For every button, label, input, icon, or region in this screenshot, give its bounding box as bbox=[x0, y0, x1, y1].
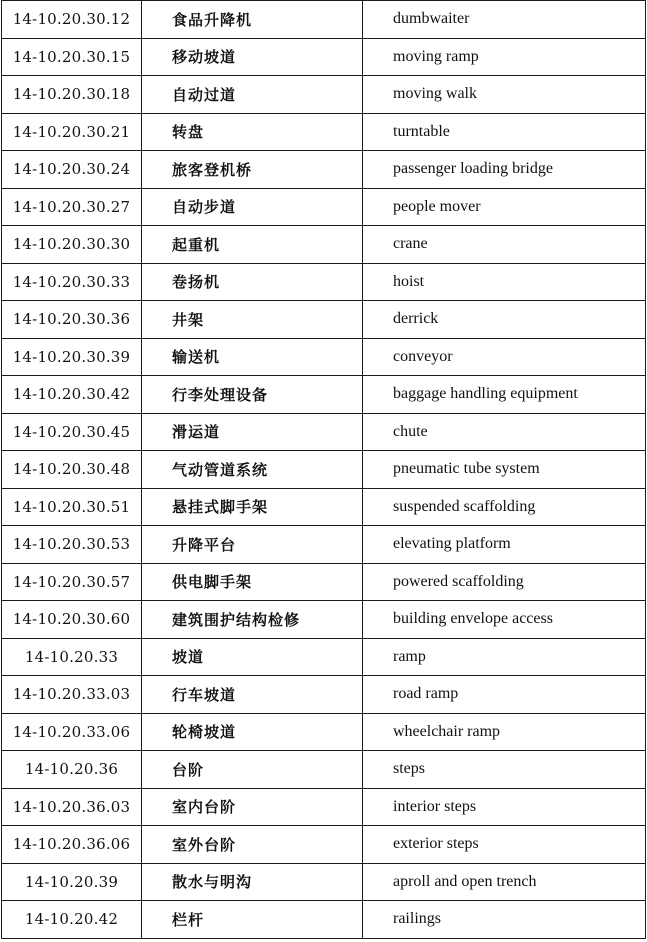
chinese-term-cell: 台阶 bbox=[142, 751, 363, 789]
table-row bbox=[2, 338, 646, 376]
classification-code-cell: 14-10.20.33 bbox=[2, 638, 142, 676]
classification-code-cell: 14-10.20.30.15 bbox=[2, 38, 142, 76]
chinese-term-cell: 悬挂式脚手架 bbox=[142, 488, 363, 526]
english-term-cell: people mover bbox=[363, 188, 646, 226]
english-term-cell: powered scaffolding bbox=[363, 563, 646, 601]
chinese-term-cell: 室外台阶 bbox=[142, 826, 363, 864]
chinese-term-cell: 食品升降机 bbox=[142, 1, 363, 39]
chinese-term-cell: 卷扬机 bbox=[142, 263, 363, 301]
table-row bbox=[2, 188, 646, 226]
classification-code-cell: 14-10.20.33.03 bbox=[2, 676, 142, 714]
chinese-term-cell: 自动步道 bbox=[142, 188, 363, 226]
chinese-term-cell: 建筑围护结构检修 bbox=[142, 601, 363, 639]
classification-code-cell: 14-10.20.30.18 bbox=[2, 76, 142, 114]
classification-code-cell: 14-10.20.30.53 bbox=[2, 526, 142, 564]
english-term-cell: ramp bbox=[363, 638, 646, 676]
table-row bbox=[2, 38, 646, 76]
table-row bbox=[2, 1, 646, 39]
chinese-term-cell: 行车坡道 bbox=[142, 676, 363, 714]
english-term-cell: conveyor bbox=[363, 338, 646, 376]
classification-code-cell: 14-10.20.36.06 bbox=[2, 826, 142, 864]
table-row bbox=[2, 826, 646, 864]
chinese-term-cell: 转盘 bbox=[142, 113, 363, 151]
table-row bbox=[2, 413, 646, 451]
english-term-cell: dumbwaiter bbox=[363, 1, 646, 39]
english-term-cell: railings bbox=[363, 901, 646, 939]
english-term-cell: pneumatic tube system bbox=[363, 451, 646, 489]
english-term-cell: moving walk bbox=[363, 76, 646, 114]
chinese-term-cell: 供电脚手架 bbox=[142, 563, 363, 601]
english-term-cell: derrick bbox=[363, 301, 646, 339]
chinese-term-cell: 自动过道 bbox=[142, 76, 363, 114]
classification-code-cell: 14-10.20.30.57 bbox=[2, 563, 142, 601]
classification-code-cell: 14-10.20.30.51 bbox=[2, 488, 142, 526]
table-row bbox=[2, 488, 646, 526]
english-term-cell: baggage handling equipment bbox=[363, 376, 646, 414]
table-row bbox=[2, 151, 646, 189]
table-row bbox=[2, 376, 646, 414]
chinese-term-cell: 升降平台 bbox=[142, 526, 363, 564]
table-row bbox=[2, 788, 646, 826]
chinese-term-cell: 输送机 bbox=[142, 338, 363, 376]
classification-code-cell: 14-10.20.30.42 bbox=[2, 376, 142, 414]
english-term-cell: interior steps bbox=[363, 788, 646, 826]
table-row bbox=[2, 901, 646, 939]
classification-code-cell: 14-10.20.30.36 bbox=[2, 301, 142, 339]
table-row bbox=[2, 676, 646, 714]
table-row bbox=[2, 76, 646, 114]
english-term-cell: building envelope access bbox=[363, 601, 646, 639]
chinese-term-cell: 起重机 bbox=[142, 226, 363, 264]
terms-table-body bbox=[2, 1, 646, 939]
table-row bbox=[2, 601, 646, 639]
english-term-cell: suspended scaffolding bbox=[363, 488, 646, 526]
table-row bbox=[2, 563, 646, 601]
english-term-cell: moving ramp bbox=[363, 38, 646, 76]
english-term-cell: wheelchair ramp bbox=[363, 713, 646, 751]
classification-code-cell: 14-10.20.39 bbox=[2, 863, 142, 901]
chinese-term-cell: 坡道 bbox=[142, 638, 363, 676]
terms-table bbox=[1, 0, 646, 939]
english-term-cell: road ramp bbox=[363, 676, 646, 714]
table-row bbox=[2, 751, 646, 789]
table-row bbox=[2, 263, 646, 301]
chinese-term-cell: 栏杆 bbox=[142, 901, 363, 939]
english-term-cell: passenger loading bridge bbox=[363, 151, 646, 189]
classification-code-cell: 14-10.20.30.21 bbox=[2, 113, 142, 151]
classification-code-cell: 14-10.20.30.30 bbox=[2, 226, 142, 264]
classification-code-cell: 14-10.20.30.48 bbox=[2, 451, 142, 489]
chinese-term-cell: 轮椅坡道 bbox=[142, 713, 363, 751]
chinese-term-cell: 气动管道系统 bbox=[142, 451, 363, 489]
chinese-term-cell: 室内台阶 bbox=[142, 788, 363, 826]
english-term-cell: chute bbox=[363, 413, 646, 451]
table-row bbox=[2, 451, 646, 489]
classification-code-cell: 14-10.20.30.27 bbox=[2, 188, 142, 226]
classification-code-cell: 14-10.20.36 bbox=[2, 751, 142, 789]
classification-code-cell: 14-10.20.30.33 bbox=[2, 263, 142, 301]
classification-code-cell: 14-10.20.33.06 bbox=[2, 713, 142, 751]
table-row bbox=[2, 113, 646, 151]
english-term-cell: exterior steps bbox=[363, 826, 646, 864]
table-row bbox=[2, 526, 646, 564]
english-term-cell: hoist bbox=[363, 263, 646, 301]
classification-code-cell: 14-10.20.30.60 bbox=[2, 601, 142, 639]
table-row bbox=[2, 863, 646, 901]
chinese-term-cell: 行李处理设备 bbox=[142, 376, 363, 414]
english-term-cell: turntable bbox=[363, 113, 646, 151]
table-row bbox=[2, 301, 646, 339]
classification-code-cell: 14-10.20.30.12 bbox=[2, 1, 142, 39]
chinese-term-cell: 散水与明沟 bbox=[142, 863, 363, 901]
classification-code-cell: 14-10.20.30.24 bbox=[2, 151, 142, 189]
chinese-term-cell: 滑运道 bbox=[142, 413, 363, 451]
classification-code-cell: 14-10.20.36.03 bbox=[2, 788, 142, 826]
table-row bbox=[2, 713, 646, 751]
classification-code-cell: 14-10.20.42 bbox=[2, 901, 142, 939]
english-term-cell: steps bbox=[363, 751, 646, 789]
classification-code-cell: 14-10.20.30.39 bbox=[2, 338, 142, 376]
classification-code-cell: 14-10.20.30.45 bbox=[2, 413, 142, 451]
english-term-cell: aproll and open trench bbox=[363, 863, 646, 901]
table-row bbox=[2, 226, 646, 264]
chinese-term-cell: 旅客登机桥 bbox=[142, 151, 363, 189]
english-term-cell: crane bbox=[363, 226, 646, 264]
chinese-term-cell: 井架 bbox=[142, 301, 363, 339]
english-term-cell: elevating platform bbox=[363, 526, 646, 564]
chinese-term-cell: 移动坡道 bbox=[142, 38, 363, 76]
table-row bbox=[2, 638, 646, 676]
